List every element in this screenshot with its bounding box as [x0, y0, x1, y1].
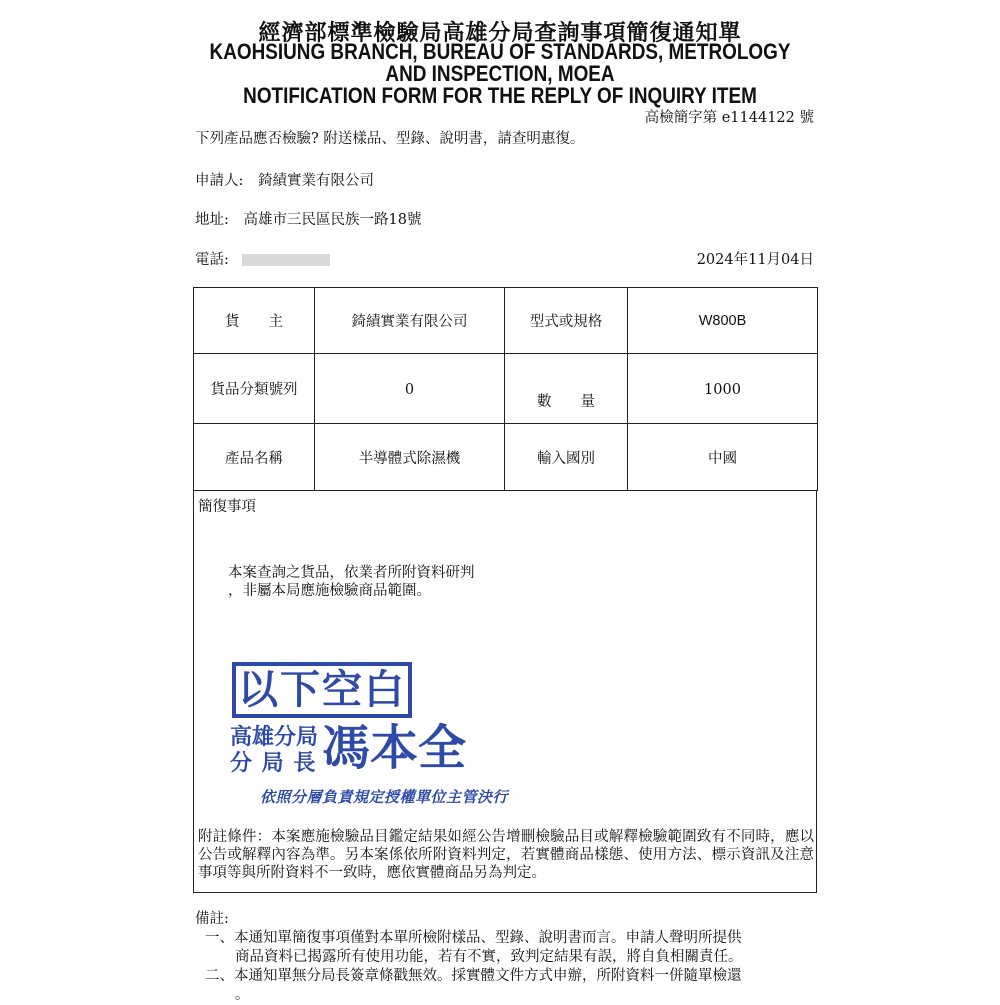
quantity-label: 數 量 [505, 354, 628, 424]
stamp-delegation-text: 依照分層負責規定授權單位主管決行 [260, 788, 509, 806]
classification-value: 0 [315, 354, 505, 424]
product-info-table [193, 287, 818, 491]
owner-value: 錡績實業有限公司 [315, 288, 505, 354]
product-name-label: 產品名稱 [194, 424, 315, 491]
model-label: 型式或規格 [505, 288, 628, 354]
remark-item-2-line1: 二、本通知單無分局長簽章條戳無效。採實體文件方式申辦，所附資料一併隨單檢還 [205, 968, 742, 984]
phone-redacted-value [242, 254, 330, 266]
remarks-label: 備註: [195, 911, 229, 927]
address-value: 高雄市三民區民族一路18號 [243, 212, 422, 228]
import-country-value: 中國 [628, 424, 818, 491]
address-row [195, 211, 421, 229]
reply-line1: 本案查詢之貨品，依業者所附資料研判 [228, 565, 475, 581]
model-value: W800B [628, 288, 818, 354]
reply-label: 簡復事項 [198, 499, 256, 515]
applicant-value: 錡績實業有限公司 [258, 173, 374, 189]
remark-item-1-line2: 商品資料已揭露所有使用功能，若有不實，致判定結果有誤，將自負相關責任。 [235, 949, 743, 965]
stamp-director-title: 分 局 長 [230, 751, 317, 776]
reply-line2: ，非屬本局應施檢驗商品範圍。 [228, 583, 431, 599]
owner-label: 貨 主 [194, 288, 315, 354]
import-country-label: 輸入國別 [505, 424, 628, 491]
phone-label: 電話: [195, 252, 229, 268]
condition-note: 附註條件：本案應施檢驗品目鑑定結果如經公告增刪檢驗品目或解釋檢驗範圍致有不同時，應以公告或解釋內容為準。另本案係依所附資料判定，若實體商品樣態、使用方法、標示資訊及注意事項等與所附資料不一致時，應依實體商品另為判定。 [198, 829, 814, 881]
stamp-branch: 高雄分局 [230, 725, 319, 750]
applicant-row [195, 172, 374, 190]
quantity-value: 1000 [628, 354, 818, 424]
document-number: 高檢簡字第 e1144122 號 [644, 110, 814, 126]
remark-item-1-line1: 一、本通知單簡復事項僅對本單所檢附樣品、型錄、說明書而言。申請人聲明所提供 [205, 930, 742, 946]
reply-section [193, 490, 817, 893]
title-english-line3: NOTIFICATION FORM FOR THE REPLY OF INQUIRY ITEM [243, 83, 757, 108]
title-english-line2: AND INSPECTION, MOEA [385, 61, 615, 86]
product-name-value: 半導體式除濕機 [315, 424, 505, 491]
stamp-director-name: 馮本全 [322, 720, 467, 776]
intro-text: 下列產品應否檢驗? 附送樣品、型錄、說明書，請查明惠復。 [195, 131, 585, 147]
title-english-line1: KAOHSIUNG BRANCH, BUREAU OF STANDARDS, METROLOGY [209, 39, 791, 64]
remark-item-2-line2: 。 [235, 987, 250, 1003]
remarks-section [195, 910, 820, 1005]
address-label: 地址: [195, 212, 229, 228]
title-chinese: 經濟部標準檢驗局高雄分局查詢事項簡復通知單 [258, 20, 742, 46]
date-text: 2024年11月04日 [696, 252, 814, 268]
classification-label: 貨品分類號列 [194, 354, 315, 424]
applicant-label: 申請人: [195, 173, 244, 189]
blank-below-stamp: 以下空白 [232, 662, 412, 718]
phone-row [195, 251, 330, 269]
